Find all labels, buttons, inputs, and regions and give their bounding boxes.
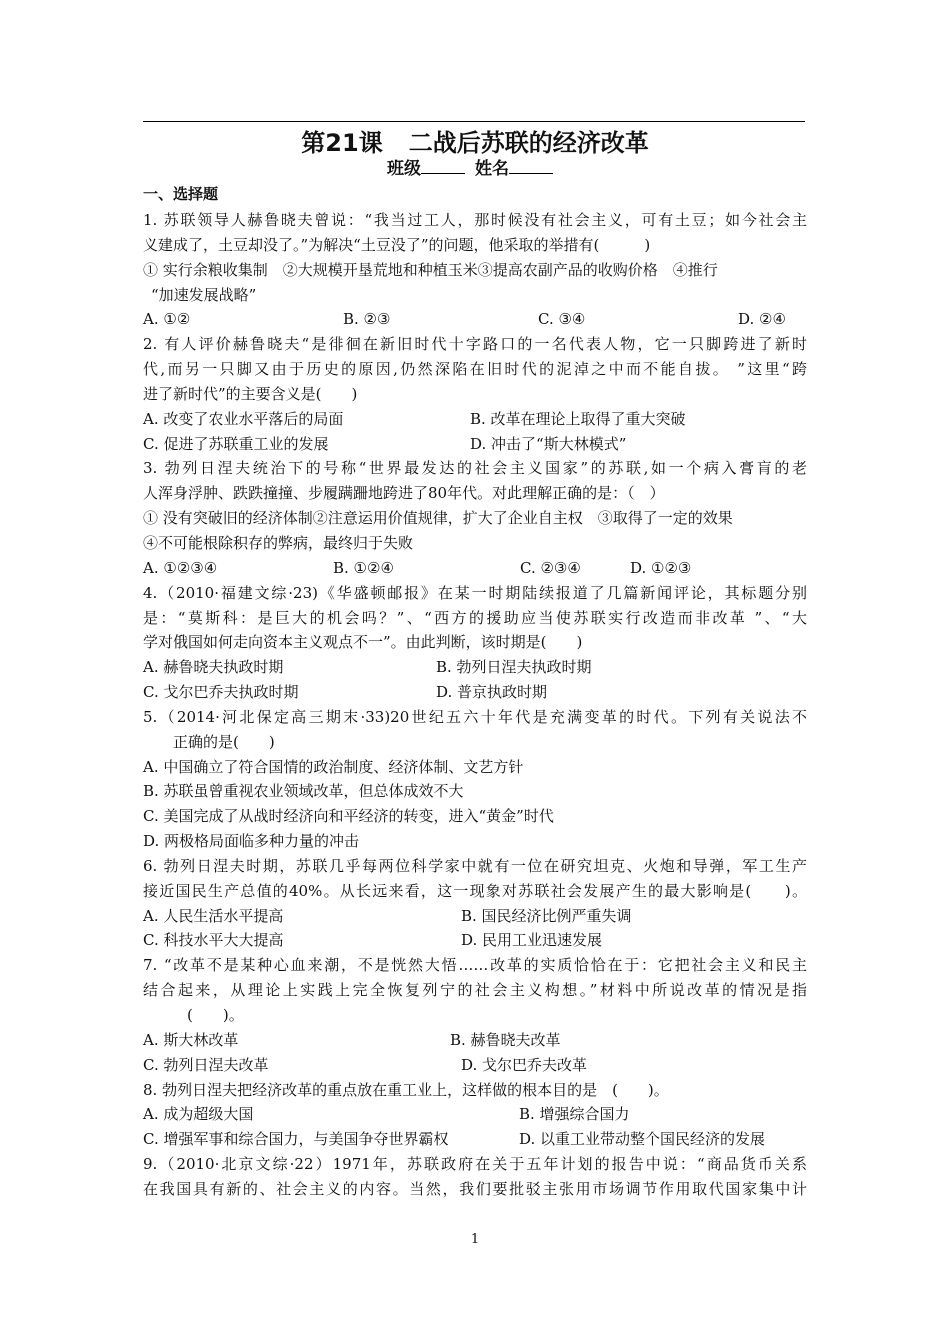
- option-b[interactable]: B. ①②④: [333, 558, 394, 577]
- option-row: [143, 1028, 807, 1053]
- question-3: [143, 456, 807, 580]
- option-a[interactable]: A. 人民生活水平提高: [143, 906, 284, 925]
- option-d[interactable]: D. 两极格局面临多种力量的冲击: [143, 832, 360, 851]
- question-5: [143, 705, 807, 854]
- section-title: 一、选择题: [143, 185, 219, 203]
- option-row: [143, 556, 807, 581]
- question-7: [143, 953, 807, 1077]
- option-a[interactable]: A. 斯大林改革: [143, 1030, 239, 1049]
- question-4: [143, 581, 807, 705]
- option-row: [143, 407, 807, 432]
- class-name-line: [0, 158, 950, 180]
- question-line: 是：“莫斯科：是巨大的机会吗？”、“西方的援助应当使苏联实行改造而非改革 ”、“大: [143, 608, 807, 627]
- option-d[interactable]: D. 冲击了“斯大林模式”: [470, 434, 627, 453]
- question-line: 人浑身浮肿、跌跌撞撞、步履蹒跚地跨进了80年代。对此理解正确的是：（ ）: [143, 484, 665, 503]
- question-line: 3. 勃列日涅夫统治下的号称“世界最发达的社会主义国家”的苏联,如一个病入膏肓的老: [143, 459, 807, 478]
- option-d[interactable]: D. 戈尔巴乔夫改革: [461, 1055, 588, 1074]
- option-row: [143, 1127, 807, 1152]
- option-c[interactable]: C. ③④: [538, 310, 586, 329]
- class-label: 班级: [387, 159, 421, 179]
- option-d[interactable]: D. ①②③: [630, 558, 692, 577]
- option-c[interactable]: C. 增强军事和综合国力，与美国争夺世界霸权: [143, 1130, 449, 1149]
- question-8: [143, 1078, 807, 1153]
- option-row: [143, 928, 807, 953]
- question-line: ( )。: [187, 1006, 244, 1024]
- question-6: [143, 854, 807, 953]
- lesson-title: 二战后苏联的经济改革: [408, 129, 649, 157]
- option-row: [143, 655, 807, 680]
- question-line: ① 没有突破旧的经济体制②注意运用价值规律，扩大了企业自主权 ③取得了一定的效果: [143, 509, 733, 528]
- option-row: [143, 432, 807, 457]
- option-d[interactable]: D. 民用工业迅速发展: [461, 931, 603, 950]
- question-line: 代,而另一只脚又由于历史的原因,仍然深陷在旧时代的泥淖之中而不能自拔。 ”这里“跨: [143, 360, 807, 379]
- question-line: 8. 勃列日涅夫把经济改革的重点放在重工业上，这样做的根本目的是 ( )。: [143, 1080, 669, 1099]
- option-row: [143, 1102, 807, 1127]
- question-line: ① 实行余粮收集制 ②大规模开垦荒地和种植玉米③提高农副产品的收购价格 ④推行: [143, 260, 718, 279]
- question-line: 义建成了，土豆却没了。”为解决“土豆没了”的问题，他采取的举措有( ): [143, 235, 651, 254]
- option-a[interactable]: A. ①②: [143, 310, 191, 329]
- question-9: [143, 1152, 807, 1202]
- option-a[interactable]: A. 改变了农业水平落后的局面: [143, 409, 344, 428]
- option-d[interactable]: D. ②④: [738, 310, 786, 329]
- option-b[interactable]: B. ②③: [343, 310, 391, 329]
- header-rule: [143, 121, 805, 122]
- page-number: 1: [470, 1232, 480, 1247]
- option-b[interactable]: B. 勃列日涅夫执政时期: [436, 658, 592, 677]
- option-row: [143, 904, 807, 929]
- option-c[interactable]: C. 勃列日涅夫改革: [143, 1055, 269, 1074]
- option-a[interactable]: A. 成为超级大国: [143, 1105, 254, 1124]
- option-c[interactable]: C. 科技水平大大提高: [143, 931, 284, 950]
- option-c[interactable]: C. 美国完成了从战时经济向和平经济的转变，进入“黄金”时代: [143, 807, 554, 826]
- question-line: “加速发展战略”: [151, 285, 257, 304]
- option-row: [143, 1053, 807, 1078]
- option-d[interactable]: D. 以重工业带动整个国民经济的发展: [519, 1130, 766, 1149]
- page-title: [0, 128, 950, 158]
- question-line: 2. 有人评价赫鲁晓夫“是徘徊在新旧时代十字路口的一名代表人物，它一只脚跨进了新时: [143, 335, 807, 354]
- question-2: [143, 332, 807, 456]
- lesson-number: 第21课: [301, 129, 383, 157]
- option-b[interactable]: B. 增强综合国力: [519, 1105, 630, 1124]
- question-line: 6. 勃列日涅夫时期，苏联几乎每两位科学家中就有一位在研究坦克、火炮和导弹，军工生产: [143, 856, 807, 875]
- question-line: 7. “改革不是某种心血来潮，不是恍然大悟……改革的实质恰恰在于：它把社会主义和民主: [143, 956, 807, 975]
- option-c[interactable]: C. 促进了苏联重工业的发展: [143, 434, 329, 453]
- question-line: 9.（2010·北京文综·22）1971年，苏联政府在关于五年计划的报告中说：“商品货币关系: [143, 1155, 807, 1174]
- option-b[interactable]: B. 苏联虽曾重视农业领域改革，但总体成效不大: [143, 782, 464, 801]
- question-1: [143, 208, 807, 332]
- option-b[interactable]: B. 赫鲁晓夫改革: [450, 1030, 561, 1049]
- question-line: 正确的是( ): [173, 732, 275, 751]
- question-line: 在我国具有新的、社会主义的内容。当然，我们要批驳主张用市场调节作用取代国家集中计: [143, 1179, 807, 1198]
- option-a[interactable]: A. 中国确立了符合国情的政治制度、经济体制、文艺方针: [143, 757, 524, 776]
- option-d[interactable]: D. 普京执政时期: [436, 683, 548, 702]
- option-b[interactable]: B. 国民经济比例严重失调: [461, 906, 632, 925]
- question-line: 进了新时代”的主要含义是( ): [143, 384, 358, 403]
- option-row: [143, 680, 807, 705]
- option-b[interactable]: B. 改革在理论上取得了重大突破: [470, 409, 686, 428]
- question-line: 接近国民生产总值的40%。从长远来看，这一现象对苏联社会发展产生的最大影响是( )。: [143, 881, 807, 900]
- option-row: [143, 307, 807, 332]
- question-line: ④不可能根除积存的弊病，最终归于失败: [143, 533, 414, 552]
- class-blank[interactable]: [421, 158, 465, 174]
- question-list: [143, 208, 807, 1202]
- question-line: 5.（2014·河北保定高三期末·33)20世纪五六十年代是充满变革的时代。下列有关说法不: [143, 707, 807, 726]
- question-line: 学对俄国如何走向资本主义观点不一”。由此判断，该时期是( ): [143, 633, 583, 652]
- option-a[interactable]: A. ①②③④: [143, 558, 218, 577]
- option-a[interactable]: A. 赫鲁晓夫执政时期: [143, 658, 284, 677]
- question-line: 结合起来，从理论上实践上完全恢复列宁的社会主义构想。”材料中所说改革的情况是指: [143, 981, 807, 1000]
- option-c[interactable]: C. ②③④: [520, 558, 581, 577]
- name-label: 姓名: [475, 159, 509, 179]
- option-c[interactable]: C. 戈尔巴乔夫执政时期: [143, 683, 299, 702]
- question-line: 4.（2010·福建文综·23)《华盛顿邮报》在某一时期陆续报道了几篇新闻评论，其标题分别: [143, 583, 807, 602]
- name-blank[interactable]: [509, 158, 553, 174]
- question-line: 1. 苏联领导人赫鲁晓夫曾说：“我当过工人，那时候没有社会主义，可有土豆；如今社会主: [143, 211, 807, 229]
